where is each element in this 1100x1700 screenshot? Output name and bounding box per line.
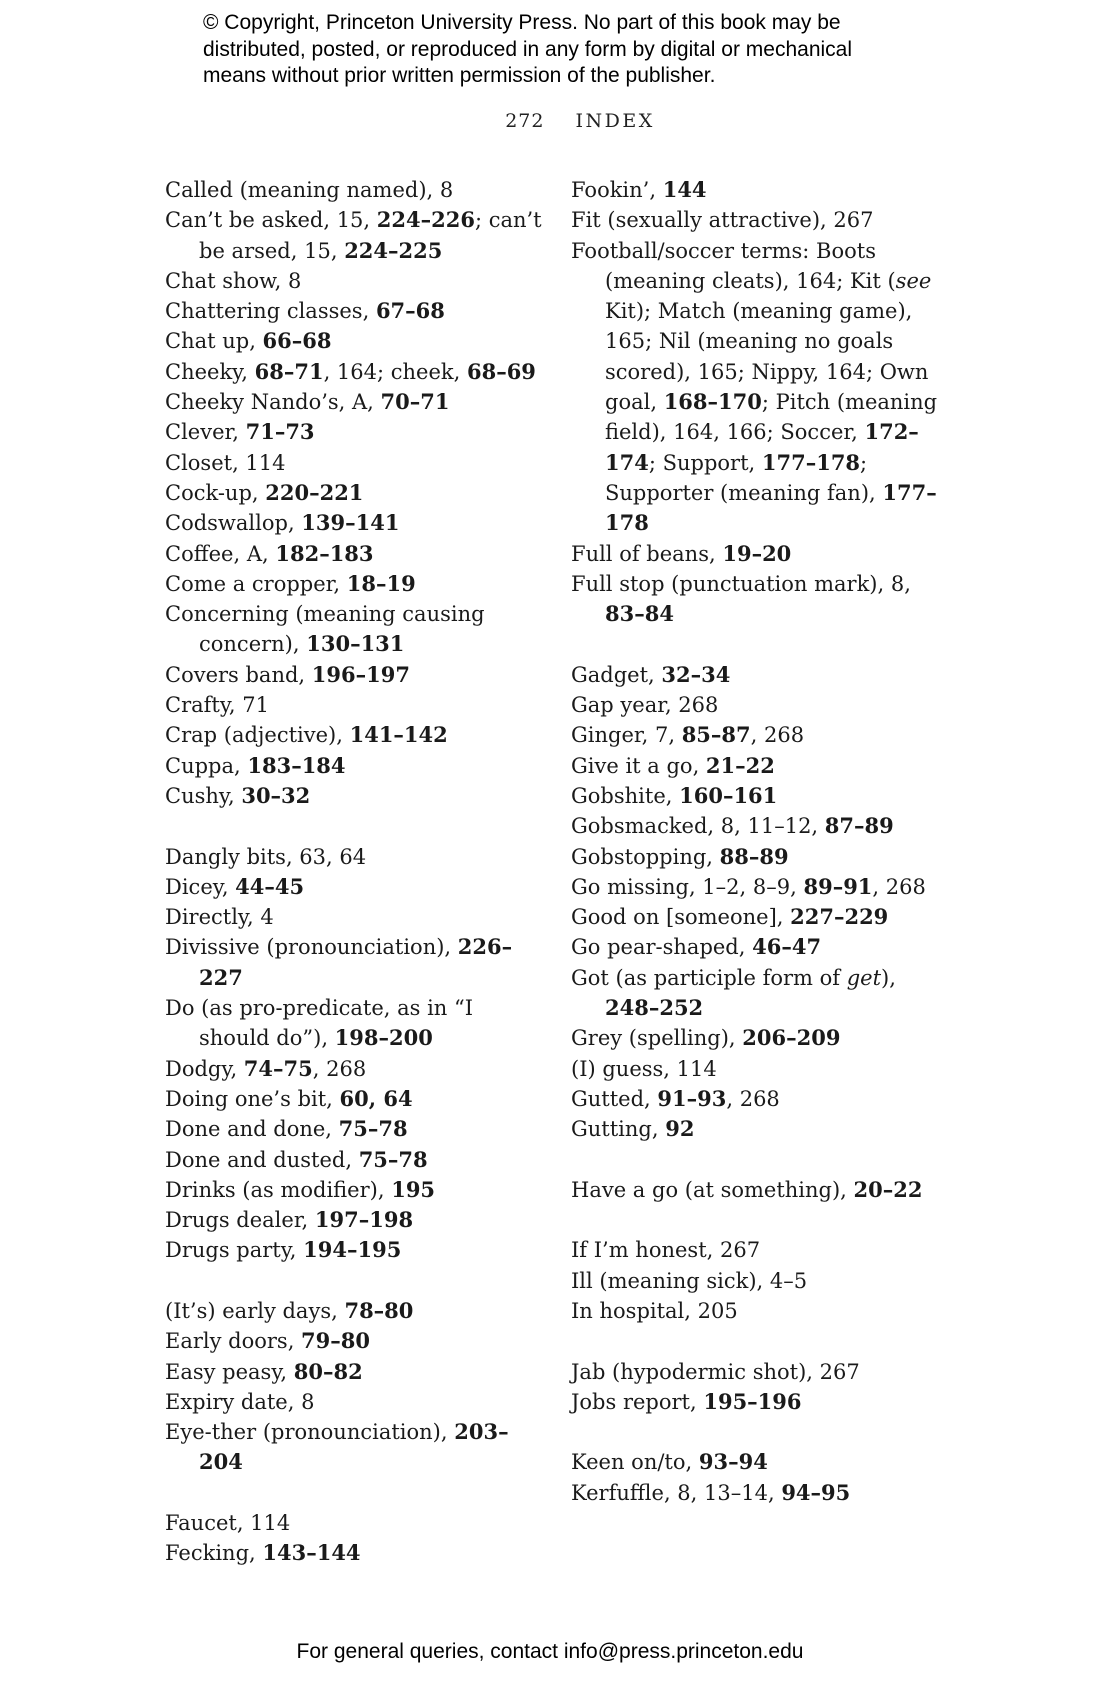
index-entry: Chat show, 8 xyxy=(165,268,302,293)
index-entry: Dicey, 44–45 xyxy=(165,873,305,899)
index-entry: Covers band, 196–197 xyxy=(165,661,410,687)
index-entry: Go missing, 1–2, 8–9, 89–91, 268 xyxy=(571,873,926,899)
footer-contact: For general queries, contact info@press.princeton.edu xyxy=(296,1640,804,1663)
letter-group-gap xyxy=(571,1326,941,1356)
index-entry: Kerfuffle, 8, 13–14, 94–95 xyxy=(571,1479,851,1505)
letter-group-gap xyxy=(571,629,941,659)
index-entry: Fit (sexually attractive), 267 xyxy=(571,208,874,233)
letter-group-gap xyxy=(165,1266,545,1296)
index-entry: Faucet, 114 xyxy=(165,1511,291,1536)
index-entry: Go pear-shaped, 46–47 xyxy=(571,934,822,960)
page-number: 272 xyxy=(505,110,545,132)
index-entry: Cock-up, 220–221 xyxy=(165,479,364,505)
letter-group-gap xyxy=(571,1145,941,1175)
index-entry: Good on [someone], 227–229 xyxy=(571,904,889,930)
copyright-line: distributed, posted, or reproduced in any form by digital or mechanical xyxy=(203,37,853,61)
index-entry: Cheeky, 68–71, 164; cheek, 68–69 xyxy=(165,358,536,384)
letter-group-gap xyxy=(165,1478,545,1508)
index-entry: Give it a go, 21–22 xyxy=(571,752,775,778)
index-column-left xyxy=(165,175,545,1569)
index-entry: Gutting, 92 xyxy=(571,1116,695,1142)
index-entry: Full of beans, 19–20 xyxy=(571,540,792,566)
index-entry: Concerning (meaning causing concern), 130–131 xyxy=(165,602,485,657)
index-entry: Clever, 71–73 xyxy=(165,419,315,445)
copyright-notice xyxy=(203,10,923,90)
index-entry: Full stop (punctuation mark), 8, 83–84 xyxy=(571,571,911,627)
index-entry: Early doors, 79–80 xyxy=(165,1328,370,1354)
copyright-line: means without prior written permission of the publisher. xyxy=(203,64,716,87)
index-entry: Cushy, 30–32 xyxy=(165,782,311,808)
index-entry: In hospital, 205 xyxy=(571,1298,738,1323)
index-entry: Divissive (pronounciation), 226–227 xyxy=(165,934,513,990)
index-entry: Fecking, 143–144 xyxy=(165,1540,361,1566)
index-entry: Codswallop, 139–141 xyxy=(165,510,400,536)
index-entry: Fookin’, 144 xyxy=(571,177,707,202)
index-entry: Coffee, A, 182–183 xyxy=(165,540,374,566)
index-entry: Done and done, 75–78 xyxy=(165,1116,408,1142)
index-entry: Crap (adjective), 141–142 xyxy=(165,722,448,748)
index-entry: Eye-ther (pronounciation), 203–204 xyxy=(165,1419,509,1475)
letter-group-gap xyxy=(165,811,545,841)
index-entry: Easy peasy, 80–82 xyxy=(165,1358,363,1384)
letter-group-gap xyxy=(571,1417,941,1447)
page-title: INDEX xyxy=(575,110,655,132)
index-column-right xyxy=(571,175,941,1508)
index-entry: Gobsmacked, 8, 11–12, 87–89 xyxy=(571,813,894,839)
index-entry: Jab (hypodermic shot), 267 xyxy=(571,1359,860,1384)
index-entry: Crafty, 71 xyxy=(165,693,269,718)
index-entry: Chattering classes, 67–68 xyxy=(165,298,445,324)
index-entry: Drinks (as modifier), 195 xyxy=(165,1176,436,1202)
index-entry: (I) guess, 114 xyxy=(571,1056,717,1081)
index-entry: If I’m honest, 267 xyxy=(571,1238,761,1263)
index-entry: Cheeky Nando’s, A, 70–71 xyxy=(165,389,450,415)
index-entry: Expiry date, 8 xyxy=(165,1389,315,1414)
letter-group-gap xyxy=(571,1205,941,1235)
index-entry: Gutted, 91–93, 268 xyxy=(571,1085,780,1111)
index-entry: Do (as pro-predicate, as in “I should do”), 198–200 xyxy=(165,996,474,1051)
index-entry: Jobs report, 195–196 xyxy=(571,1388,802,1414)
index-entry: Come a cropper, 18–19 xyxy=(165,570,416,596)
index-entry: Directly, 4 xyxy=(165,905,274,930)
index-entry: Got (as participle form of get), 248–252 xyxy=(571,965,896,1021)
index-entry: Chat up, 66–68 xyxy=(165,328,332,354)
index-entry: Gobshite, 160–161 xyxy=(571,782,778,808)
index-entry: Have a go (at something), 20–22 xyxy=(571,1176,923,1202)
index-entry: Gadget, 32–34 xyxy=(571,661,731,687)
running-head xyxy=(0,110,1100,132)
index-entry: Keen on/to, 93–94 xyxy=(571,1449,768,1475)
index-entry: Ginger, 7, 85–87, 268 xyxy=(571,722,805,748)
index-entry: Football/soccer terms: Boots (meaning cleats), 164; Kit (see Kit); Match (meaning game), 165; Nil (meaning no goals scored), 165; Nippy, 164; Own goal, 168–170; Pitch (meaning field), 164, 166; Soccer, 172–174; Support, 177–178; Supporter (meaning fan), 177–178 xyxy=(571,238,938,536)
index-entry: Closet, 114 xyxy=(165,450,286,475)
index-entry: Dodgy, 74–75, 268 xyxy=(165,1055,367,1081)
index-entry: (It’s) early days, 78–80 xyxy=(165,1297,414,1323)
index-entry: Drugs dealer, 197–198 xyxy=(165,1207,414,1233)
index-entry: Gobstopping, 88–89 xyxy=(571,843,789,869)
index-entry: Done and dusted, 75–78 xyxy=(165,1146,428,1172)
index-entry: Can’t be asked, 15, 224–226; can’t be arsed, 15, 224–225 xyxy=(165,207,542,263)
index-entry: Gap year, 268 xyxy=(571,693,719,718)
index-entry: Ill (meaning sick), 4–5 xyxy=(571,1268,808,1293)
copyright-line: © Copyright, Princeton University Press. No part of this book may be xyxy=(203,11,841,34)
index-entry: Cuppa, 183–184 xyxy=(165,752,346,778)
index-entry: Grey (spelling), 206–209 xyxy=(571,1025,841,1051)
index-entry: Dangly bits, 63, 64 xyxy=(165,844,367,869)
index-entry: Called (meaning named), 8 xyxy=(165,178,454,202)
index-entry: Drugs party, 194–195 xyxy=(165,1237,402,1263)
index-entry: Doing one’s bit, 60, 64 xyxy=(165,1085,413,1111)
